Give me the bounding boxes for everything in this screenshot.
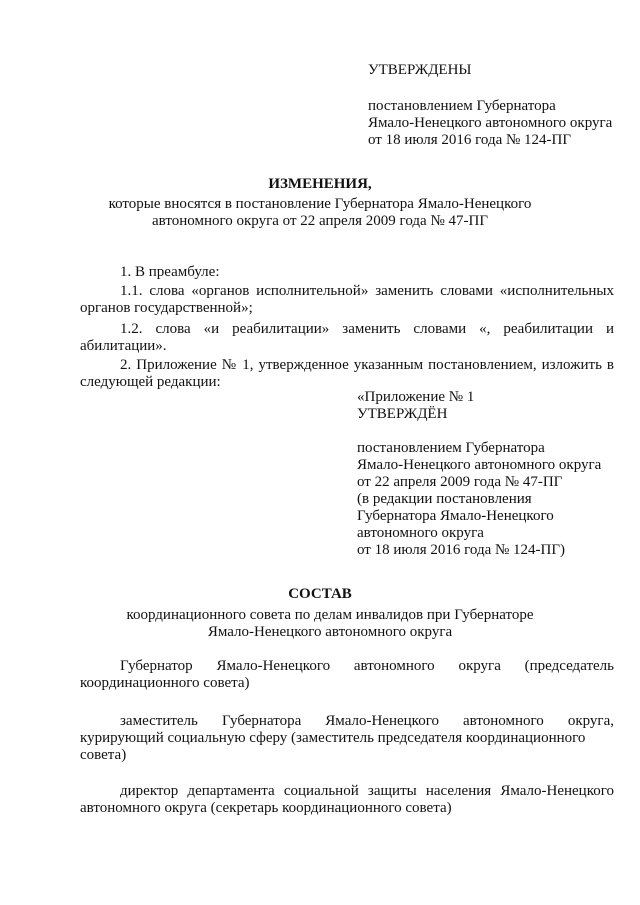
item-1-2-line: абилитации».	[80, 338, 167, 354]
appendix-label: «Приложение № 1	[357, 389, 475, 405]
item-1-1-line: органов государственной»;	[80, 300, 253, 316]
changes-heading	[100, 176, 540, 193]
changes-subtitle-line: автономного округа от 22 апреля 2009 года № 47-ПГ	[152, 213, 488, 229]
appendix-line: автономного округа	[357, 525, 484, 541]
member-1	[80, 658, 614, 692]
member-2-line: курирующий социальную сферу (заместитель председателя координационного	[80, 730, 586, 746]
item-1	[120, 264, 220, 281]
approval-line: постановлением Губернатора	[368, 98, 556, 114]
member-1-line: Губернатор Ямало-Ненецкого автономного округа (председатель	[120, 658, 614, 674]
changes-subtitle-line: которые вносятся в постановление Губернатора Ямало-Ненецкого	[108, 196, 532, 212]
appendix-line: постановлением Губернатора	[357, 440, 545, 456]
approval-title: УТВЕРЖДЕНЫ	[368, 62, 472, 78]
member-3	[80, 783, 614, 817]
approval-block	[368, 62, 612, 149]
appendix-line: (в редакции постановления	[357, 491, 532, 507]
composition-subtitle-line: Ямало-Ненецкого автономного округа	[207, 624, 453, 640]
appendix-block	[357, 389, 601, 559]
member-2-line: заместитель Губернатора Ямало-Ненецкого автономного округа,	[120, 713, 614, 729]
item-1-text: 1. В преамбуле:	[120, 264, 220, 280]
approval-line: Ямало-Ненецкого автономного округа	[368, 115, 613, 131]
item-1-2	[80, 321, 614, 355]
composition-subtitle	[80, 607, 580, 641]
member-2-line: совета)	[80, 747, 127, 763]
appendix-title: УТВЕРЖДЁН	[357, 406, 448, 422]
changes-title: ИЗМЕНЕНИЯ,	[268, 176, 372, 192]
item-1-1	[80, 283, 614, 317]
item-2-line: следующей редакции:	[80, 374, 221, 390]
item-2-line: 2. Приложение № 1, утвержденное указанным постановлением, изложить в	[120, 357, 614, 373]
appendix-line: от 18 июля 2016 года № 124-ПГ)	[357, 542, 566, 558]
appendix-line: Ямало-Ненецкого автономного округа	[357, 457, 602, 473]
item-1-1-line: 1.1. слова «органов исполнительной» заменить словами «исполнительных	[120, 283, 614, 299]
composition-heading	[100, 586, 540, 603]
changes-subtitle	[60, 196, 580, 230]
composition-title: СОСТАВ	[288, 586, 352, 602]
member-2	[80, 713, 614, 764]
member-3-line: директор департамента социальной защиты населения Ямало-Ненецкого	[120, 783, 614, 799]
item-2	[80, 357, 614, 391]
item-1-2-line: 1.2. слова «и реабилитации» заменить словами «, реабилитации и	[120, 321, 614, 337]
member-3-line: автономного округа (секретарь координационного совета)	[80, 800, 452, 816]
member-1-line: координационного совета)	[80, 675, 250, 691]
composition-subtitle-line: координационного совета по делам инвалидов при Губернаторе	[126, 607, 534, 623]
appendix-line: от 22 апреля 2009 года № 47-ПГ	[357, 474, 563, 490]
appendix-line: Губернатора Ямало-Ненецкого	[357, 508, 554, 524]
approval-line: от 18 июля 2016 года № 124-ПГ	[368, 132, 572, 148]
